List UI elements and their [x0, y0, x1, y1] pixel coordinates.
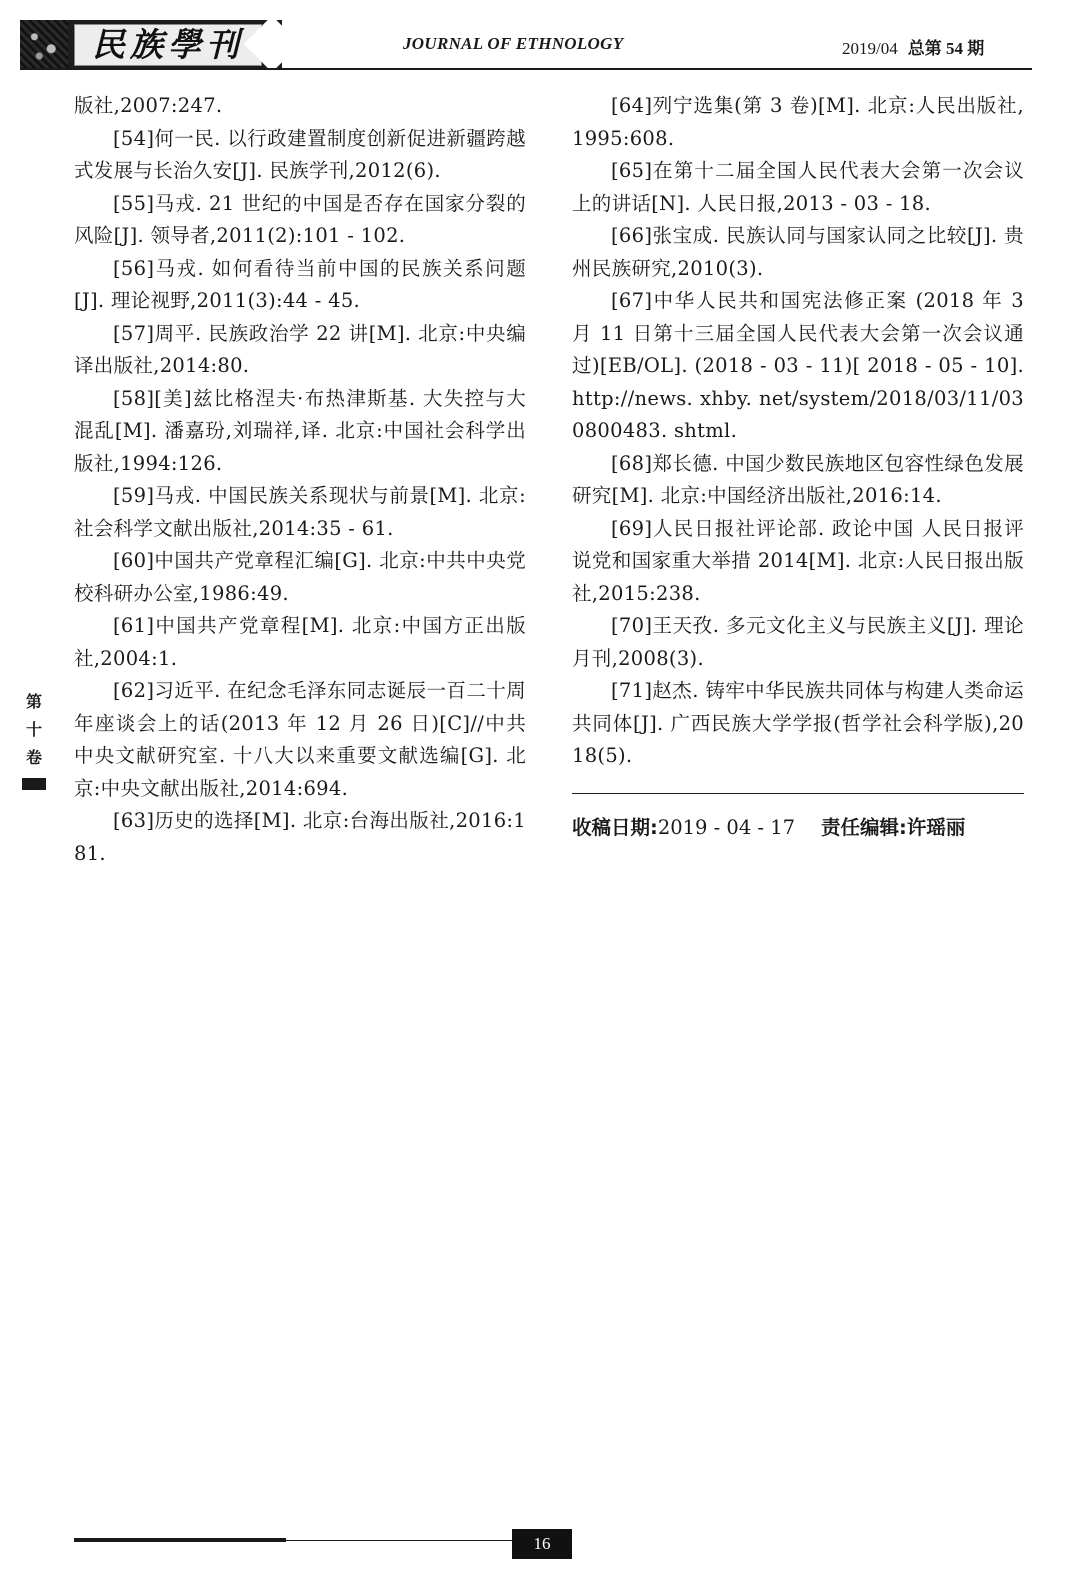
reference-item: [59]马戎. 中国民族关系现状与前景[M]. 北京:社会科学文献出版社,2014:35 - 61.	[74, 484, 526, 540]
volume-side-tab	[22, 688, 46, 790]
references-right-column	[572, 90, 1024, 844]
editor-label: 责任编辑:	[821, 815, 907, 839]
reference-item: [55]马戎. 21 世纪的中国是否存在国家分裂的风险[J]. 领导者,2011(2):101 - 102.	[74, 191, 526, 247]
volume-tab-marker	[22, 778, 46, 790]
reference-item: [56]马戎. 如何看待当前中国的民族关系问题[J]. 理论视野,2011(3):44 - 45.	[74, 256, 526, 312]
reference-continuation: 版社,2007:247.	[74, 94, 223, 117]
issue-number: 2019/04	[842, 39, 898, 58]
page-number: 16	[512, 1529, 572, 1559]
received-date: 2019 - 04 - 17	[657, 815, 796, 839]
reference-item: [62]习近平. 在纪念毛泽东同志诞辰一百二十周年座谈会上的话(2013 年 12 月 26 日)[C]//中共中央文献研究室. 十八大以来重要文献选编[G]. 北京:中央文献出版社,2014:694.	[74, 679, 526, 800]
reference-item: [71]赵杰. 铸牢中华民族共同体与构建人类命运共同体[J]. 广西民族大学学报(哲学社会科学版),2018(5).	[572, 679, 1024, 767]
reference-item: [69]人民日报社评论部. 政论中国 人民日报评说党和国家重大举措 2014[M]. 北京:人民日报出版社,2015:238.	[572, 516, 1024, 605]
volume-tab-char: 卷	[25, 748, 42, 767]
references-left-column	[74, 90, 526, 870]
reference-item: [66]张宝成. 民族认同与国家认同之比较[J]. 贵州民族研究,2010(3).	[572, 224, 1024, 280]
header-rule	[20, 68, 1032, 70]
footer-rule-thin	[286, 1540, 512, 1541]
masthead-title: 民族學刊	[74, 24, 262, 66]
volume-tab-char: 十	[25, 720, 42, 739]
reference-item: [68]郑长德. 中国少数民族地区包容性绿色发展研究[M]. 北京:中国经济出版社,2016:14.	[572, 451, 1024, 507]
volume-tab-char: 第	[25, 692, 42, 711]
total-issue-number: 总第 54 期	[907, 39, 985, 58]
reference-item: [57]周平. 民族政治学 22 讲[M]. 北京:中央编译出版社,2014:80.	[74, 321, 526, 377]
received-date-label: 收稿日期:	[572, 815, 658, 839]
reference-item: [70]王天孜. 多元文化主义与民族主义[J]. 理论月刊,2008(3).	[572, 614, 1024, 670]
issue-meta	[842, 34, 984, 59]
footer-rule	[74, 1538, 286, 1542]
references-end-rule	[572, 793, 1024, 794]
reference-item: [58][美]兹比格涅夫·布热津斯基. 大失控与大混乱[M]. 潘嘉玢,刘瑞祥,译. 北京:中国社会科学出版社,1994:126.	[74, 386, 526, 475]
reference-item: [61]中国共产党章程[M]. 北京:中国方正出版社,2004:1.	[74, 614, 526, 670]
reference-item: [63]历史的选择[M]. 北京:台海出版社,2016:181.	[74, 809, 526, 865]
journal-masthead-logo	[20, 20, 282, 68]
reference-item: [67]中华人民共和国宪法修正案 (2018 年 3 月 11 日第十三届全国人民代表大会第一次会议通过)[EB/OL]. (2018 - 03 - 11)[ 2018 - 05 - 10]. http://news. xhby. net/system/2018/03/11/030800483. shtml.	[572, 289, 1024, 442]
reference-item: [60]中国共产党章程汇编[G]. 北京:中共中央党校科研办公室,1986:49.	[74, 549, 526, 605]
reference-item: [64]列宁选集(第 3 卷)[M]. 北京:人民出版社,1995:608.	[572, 94, 1024, 150]
journal-english-title: JOURNAL OF ETHNOLOGY	[403, 34, 624, 53]
editor-name: 许瑶丽	[906, 815, 966, 839]
reference-item: [65]在第十二届全国人民代表大会第一次会议上的讲话[N]. 人民日报,2013 - 03 - 18.	[572, 159, 1024, 215]
reference-item: [54]何一民. 以行政建置制度创新促进新疆跨越式发展与长治久安[J]. 民族学刊,2012(6).	[74, 126, 526, 182]
received-info	[572, 812, 1024, 845]
